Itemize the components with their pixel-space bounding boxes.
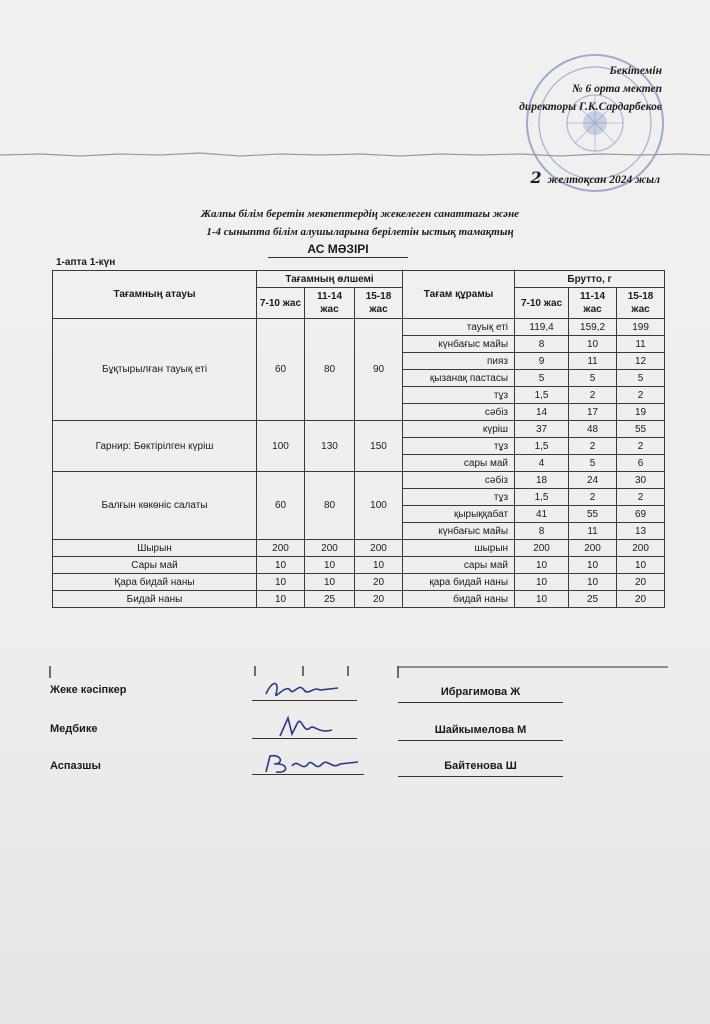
ingredient-gross: 55 <box>569 506 617 523</box>
dish-weight: 200 <box>305 540 355 557</box>
ingredient-name: пияз <box>403 353 515 370</box>
ingredient-name: тұз <box>403 489 515 506</box>
ingredient-gross: 1,5 <box>515 489 569 506</box>
ingredient-gross: 4 <box>515 455 569 472</box>
scan-tick-marks <box>48 664 668 684</box>
ingredient-name: сәбіз <box>403 404 515 421</box>
signature-role: Жеке кәсіпкер <box>50 684 127 696</box>
ingredient-gross: 41 <box>515 506 569 523</box>
header-age-gross: 11-14 жас <box>569 288 617 319</box>
ingredient-name: сары май <box>403 455 515 472</box>
ingredient-gross: 5 <box>617 370 665 387</box>
ingredient-name: қырыққабат <box>403 506 515 523</box>
ingredient-gross: 1,5 <box>515 438 569 455</box>
ingredient-gross: 200 <box>569 540 617 557</box>
signatory-name: Ибрагимова Ж <box>398 686 563 703</box>
dish-weight: 100 <box>355 472 403 540</box>
dish-name: Гарнир: Бөктірілген күріш <box>53 421 257 472</box>
table-row <box>53 472 665 489</box>
ingredient-gross: 10 <box>617 557 665 574</box>
ingredient-gross: 1,5 <box>515 387 569 404</box>
table-row <box>53 421 665 438</box>
table-row <box>53 557 665 574</box>
ingredient-gross: 17 <box>569 404 617 421</box>
dish-weight: 100 <box>257 421 305 472</box>
ingredient-gross: 5 <box>569 455 617 472</box>
header-age: 15-18 жас <box>355 288 403 319</box>
ingredient-gross: 5 <box>515 370 569 387</box>
ingredient-gross: 199 <box>617 319 665 336</box>
ingredient-name: қызанақ пастасы <box>403 370 515 387</box>
dish-weight: 10 <box>305 574 355 591</box>
menu-table <box>52 270 665 608</box>
ingredient-gross: 12 <box>617 353 665 370</box>
ingredient-gross: 6 <box>617 455 665 472</box>
ingredient-gross: 69 <box>617 506 665 523</box>
date-rest: желтоқсан 2024 жыл <box>547 174 660 186</box>
dish-weight: 90 <box>355 319 403 421</box>
ingredient-gross: 10 <box>569 336 617 353</box>
ingredient-name: шырын <box>403 540 515 557</box>
dish-weight: 10 <box>257 557 305 574</box>
ingredient-gross: 48 <box>569 421 617 438</box>
table-row <box>53 591 665 608</box>
ingredient-gross: 8 <box>515 523 569 540</box>
ingredient-gross: 2 <box>617 438 665 455</box>
ingredient-name: тауық еті <box>403 319 515 336</box>
ingredient-gross: 24 <box>569 472 617 489</box>
ingredient-gross: 19 <box>617 404 665 421</box>
dish-weight: 150 <box>355 421 403 472</box>
dish-name: Бұқтырылған тауық еті <box>53 319 257 421</box>
signatory-name: Байтенова Ш <box>398 760 563 777</box>
table-row <box>53 540 665 557</box>
ingredient-name: сәбіз <box>403 472 515 489</box>
date-day: 2 <box>530 168 542 187</box>
signature-role: Медбике <box>50 723 98 735</box>
torn-edge <box>0 150 710 160</box>
dish-weight: 10 <box>355 557 403 574</box>
ingredient-gross: 2 <box>617 489 665 506</box>
dish-weight: 200 <box>355 540 403 557</box>
dish-weight: 60 <box>257 472 305 540</box>
header-dish: Тағамның атауы <box>53 271 257 319</box>
approval-line-1: Бекітемін <box>609 65 662 77</box>
week-day-label: 1-апта 1-күн <box>56 257 116 268</box>
ingredient-gross: 2 <box>569 387 617 404</box>
heading-line-1: Жалпы білім беретін мектептердің жекелеген санаттағы және <box>200 208 520 220</box>
ingredient-gross: 30 <box>617 472 665 489</box>
dish-name: Қара бидай наны <box>53 574 257 591</box>
table-row <box>53 574 665 591</box>
dish-weight: 10 <box>257 574 305 591</box>
ingredient-name: күріш <box>403 421 515 438</box>
ingredient-gross: 200 <box>617 540 665 557</box>
header-weight: Тағамның өлшемі <box>257 271 403 288</box>
ingredient-gross: 9 <box>515 353 569 370</box>
header-age-gross: 15-18 жас <box>617 288 665 319</box>
signature-role: Аспазшы <box>50 760 101 772</box>
dish-weight: 25 <box>305 591 355 608</box>
dish-weight: 10 <box>305 557 355 574</box>
heading-line-2: 1-4 сыныпта білім алушыларына берілетін ыстық тамақтың <box>206 226 514 238</box>
ingredient-gross: 13 <box>617 523 665 540</box>
ingredient-gross: 200 <box>515 540 569 557</box>
approval-line-3: директоры Г.К.Сардарбеков <box>519 101 662 113</box>
dish-name: Сары май <box>53 557 257 574</box>
ingredient-name: сары май <box>403 557 515 574</box>
dish-weight: 20 <box>355 591 403 608</box>
approval-block <box>519 62 662 116</box>
dish-weight: 20 <box>355 574 403 591</box>
dish-weight: 200 <box>257 540 305 557</box>
ingredient-gross: 11 <box>617 336 665 353</box>
dish-weight: 130 <box>305 421 355 472</box>
dish-weight: 60 <box>257 319 305 421</box>
ingredient-gross: 8 <box>515 336 569 353</box>
ingredient-gross: 10 <box>515 574 569 591</box>
approval-date <box>530 168 660 187</box>
header-age: 7-10 жас <box>257 288 305 319</box>
dish-name: Балғын көкөніс салаты <box>53 472 257 540</box>
header-composition: Тағам құрамы <box>403 271 515 319</box>
ingredient-gross: 11 <box>569 523 617 540</box>
dish-name: Бидай наны <box>53 591 257 608</box>
handwritten-signature <box>276 714 336 740</box>
ingredient-gross: 20 <box>617 574 665 591</box>
header-age: 11-14 жас <box>305 288 355 319</box>
ingredient-gross: 20 <box>617 591 665 608</box>
dish-weight: 80 <box>305 472 355 540</box>
ingredient-name: тұз <box>403 387 515 404</box>
ingredient-gross: 2 <box>617 387 665 404</box>
ingredient-name: бидай наны <box>403 591 515 608</box>
ingredient-gross: 10 <box>569 557 617 574</box>
ingredient-gross: 5 <box>569 370 617 387</box>
menu-body <box>53 319 665 608</box>
ingredient-gross: 159,2 <box>569 319 617 336</box>
ingredient-name: күнбағыс майы <box>403 523 515 540</box>
ingredient-name: қара бидай наны <box>403 574 515 591</box>
ingredient-gross: 10 <box>515 557 569 574</box>
table-row <box>53 319 665 336</box>
ingredient-gross: 18 <box>515 472 569 489</box>
menu-title: АС МӘЗІРІ <box>268 242 408 258</box>
dish-weight: 80 <box>305 319 355 421</box>
ingredient-gross: 55 <box>617 421 665 438</box>
ingredient-name: тұз <box>403 438 515 455</box>
ingredient-gross: 119,4 <box>515 319 569 336</box>
handwritten-signature <box>262 676 342 702</box>
ingredient-gross: 2 <box>569 489 617 506</box>
handwritten-signature <box>262 752 362 776</box>
ingredient-gross: 11 <box>569 353 617 370</box>
dish-name: Шырын <box>53 540 257 557</box>
approval-line-2: № 6 орта мектеп <box>572 83 662 95</box>
ingredient-gross: 25 <box>569 591 617 608</box>
ingredient-gross: 10 <box>569 574 617 591</box>
header-age-gross: 7-10 жас <box>515 288 569 319</box>
header-gross: Брутто, г <box>515 271 665 288</box>
ingredient-gross: 37 <box>515 421 569 438</box>
dish-weight: 10 <box>257 591 305 608</box>
ingredient-gross: 14 <box>515 404 569 421</box>
signatory-name: Шайкымелова М <box>398 724 563 741</box>
ingredient-gross: 10 <box>515 591 569 608</box>
ingredient-gross: 2 <box>569 438 617 455</box>
ingredient-name: күнбағыс майы <box>403 336 515 353</box>
